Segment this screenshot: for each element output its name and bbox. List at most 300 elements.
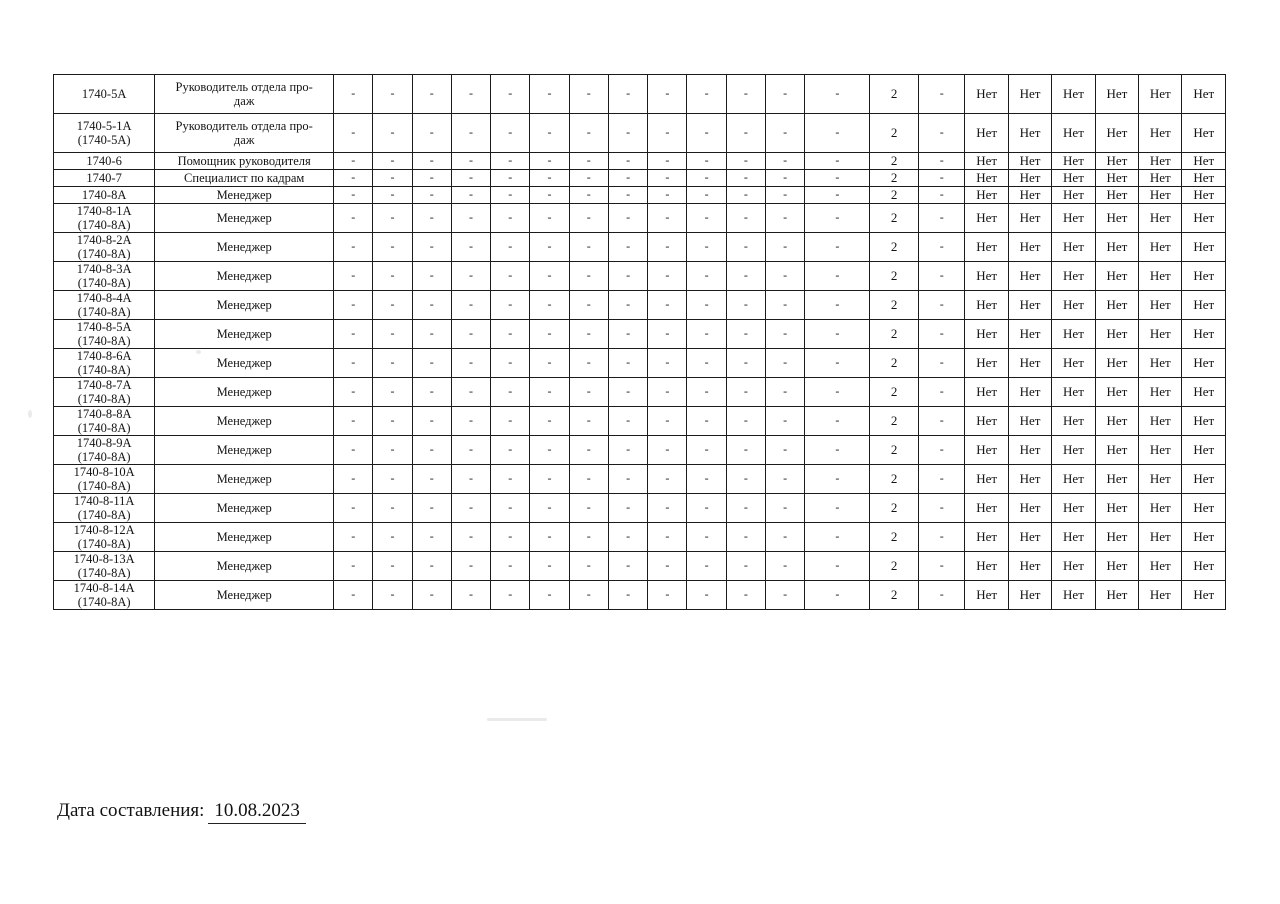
cell-position-code xyxy=(54,153,155,170)
cell-net-flag: Нет xyxy=(1052,378,1095,407)
cell-empty-dash: - xyxy=(918,407,965,436)
cell-net-flag: Нет xyxy=(1095,187,1138,204)
position-title-line1: Менеджер xyxy=(216,414,272,428)
cell-empty-dash: - xyxy=(608,436,647,465)
cell-empty-dash: - xyxy=(648,349,687,378)
cell-empty-dash: - xyxy=(451,114,490,153)
cell-empty-dash: - xyxy=(608,581,647,610)
position-title-line1: Менеджер xyxy=(216,472,272,486)
table-row xyxy=(54,494,1226,523)
cell-position-code xyxy=(54,204,155,233)
cell-net-flag: Нет xyxy=(1182,552,1226,581)
cell-empty-dash: - xyxy=(569,436,608,465)
cell-empty-dash: - xyxy=(334,233,373,262)
cell-net-flag: Нет xyxy=(1008,204,1051,233)
position-title-line1: Руководитель отдела про- xyxy=(175,80,313,94)
cell-empty-dash: - xyxy=(451,494,490,523)
cell-empty-dash: - xyxy=(491,233,530,262)
cell-empty-dash: - xyxy=(608,114,647,153)
cell-net-flag: Нет xyxy=(1139,233,1182,262)
cell-net-flag: Нет xyxy=(965,153,1008,170)
cell-empty-dash: - xyxy=(918,581,965,610)
cell-net-flag: Нет xyxy=(1008,436,1051,465)
cell-empty-dash: - xyxy=(726,494,765,523)
cell-net-flag: Нет xyxy=(965,114,1008,153)
cell-empty-dash: - xyxy=(918,494,965,523)
cell-empty-dash: - xyxy=(451,320,490,349)
position-code-primary: 1740-8-7А xyxy=(76,378,132,392)
cell-empty-dash: - xyxy=(373,170,412,187)
cell-empty-dash: - xyxy=(608,75,647,114)
cell-empty-dash: - xyxy=(726,170,765,187)
cell-empty-dash: - xyxy=(334,75,373,114)
cell-empty-dash: - xyxy=(530,114,569,153)
cell-net-flag: Нет xyxy=(1052,233,1095,262)
table-row xyxy=(54,187,1226,204)
cell-unit-count: 2 xyxy=(870,378,919,407)
cell-net-flag: Нет xyxy=(1182,187,1226,204)
cell-empty-dash: - xyxy=(608,170,647,187)
cell-empty-dash: - xyxy=(648,153,687,170)
cell-empty-dash: - xyxy=(412,581,451,610)
cell-net-flag: Нет xyxy=(965,436,1008,465)
cell-net-flag: Нет xyxy=(1139,320,1182,349)
cell-net-flag: Нет xyxy=(1095,170,1138,187)
cell-position-code xyxy=(54,436,155,465)
cell-empty-dash: - xyxy=(569,114,608,153)
position-title-line2: даж xyxy=(233,94,255,108)
cell-net-flag: Нет xyxy=(1095,75,1138,114)
cell-empty-dash: - xyxy=(805,153,870,170)
position-code-parent: (1740-8А) xyxy=(77,392,131,406)
cell-empty-dash: - xyxy=(491,114,530,153)
cell-net-flag: Нет xyxy=(1139,494,1182,523)
cell-empty-dash: - xyxy=(918,465,965,494)
position-title-line1: Менеджер xyxy=(216,385,272,399)
cell-empty-dash: - xyxy=(412,114,451,153)
position-title-line1: Менеджер xyxy=(216,501,272,515)
cell-empty-dash: - xyxy=(608,233,647,262)
cell-empty-dash: - xyxy=(530,552,569,581)
table-row xyxy=(54,552,1226,581)
cell-empty-dash: - xyxy=(569,465,608,494)
cell-net-flag: Нет xyxy=(1095,552,1138,581)
cell-empty-dash: - xyxy=(412,320,451,349)
footer-compilation-date xyxy=(57,800,306,824)
cell-empty-dash: - xyxy=(726,349,765,378)
cell-net-flag: Нет xyxy=(1139,153,1182,170)
position-code-primary: 1740-8А xyxy=(81,188,127,202)
cell-position-code xyxy=(54,320,155,349)
cell-empty-dash: - xyxy=(805,581,870,610)
cell-net-flag: Нет xyxy=(965,187,1008,204)
cell-empty-dash: - xyxy=(451,349,490,378)
cell-empty-dash: - xyxy=(491,187,530,204)
cell-empty-dash: - xyxy=(687,153,726,170)
cell-net-flag: Нет xyxy=(965,204,1008,233)
position-code-parent: (1740-5А) xyxy=(77,133,131,147)
cell-position-title xyxy=(155,320,334,349)
cell-empty-dash: - xyxy=(726,262,765,291)
cell-net-flag: Нет xyxy=(1139,465,1182,494)
cell-net-flag: Нет xyxy=(1139,262,1182,291)
cell-empty-dash: - xyxy=(726,233,765,262)
cell-empty-dash: - xyxy=(334,262,373,291)
cell-empty-dash: - xyxy=(530,465,569,494)
cell-position-title xyxy=(155,581,334,610)
cell-empty-dash: - xyxy=(373,187,412,204)
cell-net-flag: Нет xyxy=(1182,75,1226,114)
cell-net-flag: Нет xyxy=(1052,75,1095,114)
cell-net-flag: Нет xyxy=(1052,291,1095,320)
cell-empty-dash: - xyxy=(412,436,451,465)
cell-empty-dash: - xyxy=(766,320,805,349)
cell-unit-count: 2 xyxy=(870,153,919,170)
cell-empty-dash: - xyxy=(648,494,687,523)
cell-position-code xyxy=(54,349,155,378)
cell-empty-dash: - xyxy=(530,407,569,436)
position-code-primary: 1740-8-14А xyxy=(73,581,135,595)
cell-empty-dash: - xyxy=(805,204,870,233)
cell-empty-dash: - xyxy=(918,233,965,262)
cell-empty-dash: - xyxy=(451,233,490,262)
cell-empty-dash: - xyxy=(491,581,530,610)
cell-empty-dash: - xyxy=(530,204,569,233)
cell-empty-dash: - xyxy=(726,407,765,436)
cell-net-flag: Нет xyxy=(1182,523,1226,552)
cell-empty-dash: - xyxy=(766,204,805,233)
cell-net-flag: Нет xyxy=(1008,465,1051,494)
cell-net-flag: Нет xyxy=(1008,581,1051,610)
cell-empty-dash: - xyxy=(412,262,451,291)
cell-empty-dash: - xyxy=(687,320,726,349)
cell-empty-dash: - xyxy=(373,523,412,552)
cell-net-flag: Нет xyxy=(1182,291,1226,320)
cell-position-title xyxy=(155,465,334,494)
cell-empty-dash: - xyxy=(373,262,412,291)
cell-empty-dash: - xyxy=(918,204,965,233)
cell-empty-dash: - xyxy=(451,170,490,187)
cell-empty-dash: - xyxy=(648,581,687,610)
cell-empty-dash: - xyxy=(766,407,805,436)
cell-position-code xyxy=(54,407,155,436)
cell-empty-dash: - xyxy=(648,436,687,465)
cell-empty-dash: - xyxy=(608,349,647,378)
cell-net-flag: Нет xyxy=(1182,204,1226,233)
cell-net-flag: Нет xyxy=(1182,262,1226,291)
cell-empty-dash: - xyxy=(530,523,569,552)
cell-net-flag: Нет xyxy=(1139,291,1182,320)
cell-empty-dash: - xyxy=(918,114,965,153)
position-code-parent: (1740-8А) xyxy=(77,595,131,609)
cell-empty-dash: - xyxy=(569,349,608,378)
cell-empty-dash: - xyxy=(766,187,805,204)
cell-empty-dash: - xyxy=(766,170,805,187)
table-row xyxy=(54,233,1226,262)
cell-net-flag: Нет xyxy=(1095,465,1138,494)
position-code-primary: 1740-5-1А xyxy=(76,119,132,133)
cell-empty-dash: - xyxy=(569,407,608,436)
cell-empty-dash: - xyxy=(648,204,687,233)
cell-net-flag: Нет xyxy=(1139,407,1182,436)
cell-empty-dash: - xyxy=(648,523,687,552)
cell-empty-dash: - xyxy=(687,581,726,610)
cell-unit-count: 2 xyxy=(870,407,919,436)
cell-empty-dash: - xyxy=(373,465,412,494)
cell-empty-dash: - xyxy=(373,114,412,153)
cell-position-code xyxy=(54,291,155,320)
cell-empty-dash: - xyxy=(648,262,687,291)
position-code-parent: (1740-8А) xyxy=(77,276,131,290)
cell-net-flag: Нет xyxy=(1139,581,1182,610)
cell-empty-dash: - xyxy=(569,233,608,262)
cell-empty-dash: - xyxy=(569,581,608,610)
cell-empty-dash: - xyxy=(766,523,805,552)
cell-empty-dash: - xyxy=(569,291,608,320)
cell-net-flag: Нет xyxy=(965,378,1008,407)
cell-empty-dash: - xyxy=(805,465,870,494)
cell-net-flag: Нет xyxy=(1052,204,1095,233)
cell-empty-dash: - xyxy=(451,465,490,494)
cell-empty-dash: - xyxy=(530,291,569,320)
cell-empty-dash: - xyxy=(412,75,451,114)
cell-empty-dash: - xyxy=(491,552,530,581)
cell-empty-dash: - xyxy=(805,233,870,262)
cell-empty-dash: - xyxy=(334,114,373,153)
cell-empty-dash: - xyxy=(412,204,451,233)
cell-position-title xyxy=(155,523,334,552)
footer-date-value: 10.08.2023 xyxy=(208,800,306,824)
cell-empty-dash: - xyxy=(608,523,647,552)
cell-net-flag: Нет xyxy=(1052,320,1095,349)
cell-net-flag: Нет xyxy=(1095,262,1138,291)
position-code-primary: 1740-8-8А xyxy=(76,407,132,421)
cell-position-code xyxy=(54,494,155,523)
cell-position-code xyxy=(54,465,155,494)
cell-empty-dash: - xyxy=(334,436,373,465)
cell-empty-dash: - xyxy=(569,494,608,523)
cell-net-flag: Нет xyxy=(1139,436,1182,465)
cell-empty-dash: - xyxy=(491,465,530,494)
table-row xyxy=(54,204,1226,233)
cell-net-flag: Нет xyxy=(965,170,1008,187)
cell-empty-dash: - xyxy=(726,75,765,114)
cell-empty-dash: - xyxy=(334,465,373,494)
cell-empty-dash: - xyxy=(805,349,870,378)
position-code-parent: (1740-8А) xyxy=(77,479,131,493)
cell-empty-dash: - xyxy=(569,320,608,349)
table-row xyxy=(54,523,1226,552)
cell-empty-dash: - xyxy=(334,523,373,552)
cell-net-flag: Нет xyxy=(1139,523,1182,552)
cell-empty-dash: - xyxy=(726,187,765,204)
cell-net-flag: Нет xyxy=(1052,170,1095,187)
cell-empty-dash: - xyxy=(451,436,490,465)
cell-net-flag: Нет xyxy=(965,291,1008,320)
position-code-parent: (1740-8А) xyxy=(77,247,131,261)
position-code-parent: (1740-8А) xyxy=(77,566,131,580)
cell-net-flag: Нет xyxy=(1139,170,1182,187)
position-title-line1: Менеджер xyxy=(216,298,272,312)
cell-empty-dash: - xyxy=(491,320,530,349)
cell-empty-dash: - xyxy=(491,262,530,291)
cell-empty-dash: - xyxy=(918,378,965,407)
cell-empty-dash: - xyxy=(373,407,412,436)
cell-empty-dash: - xyxy=(491,407,530,436)
cell-empty-dash: - xyxy=(412,465,451,494)
cell-net-flag: Нет xyxy=(1052,262,1095,291)
table-row xyxy=(54,320,1226,349)
position-code-primary: 1740-8-1А xyxy=(76,204,132,218)
position-code-primary: 1740-8-5А xyxy=(76,320,132,334)
position-code-primary: 1740-8-11А xyxy=(73,494,135,508)
cell-empty-dash: - xyxy=(766,349,805,378)
cell-net-flag: Нет xyxy=(1182,320,1226,349)
cell-net-flag: Нет xyxy=(1095,204,1138,233)
position-code-primary: 1740-8-13А xyxy=(73,552,135,566)
cell-empty-dash: - xyxy=(412,407,451,436)
cell-position-title xyxy=(155,494,334,523)
cell-empty-dash: - xyxy=(805,407,870,436)
position-title-line1: Менеджер xyxy=(216,211,272,225)
cell-empty-dash: - xyxy=(373,75,412,114)
cell-empty-dash: - xyxy=(687,291,726,320)
cell-empty-dash: - xyxy=(491,170,530,187)
cell-empty-dash: - xyxy=(726,581,765,610)
cell-position-title xyxy=(155,75,334,114)
table-row xyxy=(54,436,1226,465)
cell-empty-dash: - xyxy=(373,552,412,581)
cell-empty-dash: - xyxy=(530,75,569,114)
cell-empty-dash: - xyxy=(530,436,569,465)
cell-position-code xyxy=(54,170,155,187)
cell-empty-dash: - xyxy=(726,153,765,170)
cell-empty-dash: - xyxy=(451,75,490,114)
position-title-line2: даж xyxy=(233,133,255,147)
position-code-parent: (1740-8А) xyxy=(77,537,131,551)
cell-position-code xyxy=(54,523,155,552)
cell-empty-dash: - xyxy=(805,552,870,581)
cell-net-flag: Нет xyxy=(1095,407,1138,436)
cell-empty-dash: - xyxy=(569,378,608,407)
cell-position-title xyxy=(155,204,334,233)
cell-position-title xyxy=(155,114,334,153)
cell-empty-dash: - xyxy=(569,170,608,187)
cell-empty-dash: - xyxy=(805,320,870,349)
cell-empty-dash: - xyxy=(569,262,608,291)
position-title-line1: Менеджер xyxy=(216,530,272,544)
cell-empty-dash: - xyxy=(687,114,726,153)
cell-net-flag: Нет xyxy=(1095,153,1138,170)
cell-net-flag: Нет xyxy=(1008,378,1051,407)
cell-empty-dash: - xyxy=(766,552,805,581)
position-title-line1: Руководитель отдела про- xyxy=(175,119,313,133)
cell-empty-dash: - xyxy=(726,320,765,349)
cell-empty-dash: - xyxy=(687,233,726,262)
cell-net-flag: Нет xyxy=(1008,153,1051,170)
cell-empty-dash: - xyxy=(608,153,647,170)
cell-empty-dash: - xyxy=(805,291,870,320)
cell-net-flag: Нет xyxy=(1182,153,1226,170)
scan-speck xyxy=(28,410,32,418)
position-code-parent: (1740-8А) xyxy=(77,508,131,522)
cell-net-flag: Нет xyxy=(965,262,1008,291)
cell-unit-count: 2 xyxy=(870,523,919,552)
cell-net-flag: Нет xyxy=(1095,349,1138,378)
cell-empty-dash: - xyxy=(918,523,965,552)
cell-net-flag: Нет xyxy=(965,465,1008,494)
cell-net-flag: Нет xyxy=(1182,407,1226,436)
cell-unit-count: 2 xyxy=(870,233,919,262)
cell-unit-count: 2 xyxy=(870,187,919,204)
table-row xyxy=(54,349,1226,378)
cell-empty-dash: - xyxy=(491,153,530,170)
cell-empty-dash: - xyxy=(726,291,765,320)
cell-empty-dash: - xyxy=(608,407,647,436)
cell-empty-dash: - xyxy=(373,378,412,407)
scan-speck xyxy=(487,718,547,721)
cell-net-flag: Нет xyxy=(1008,187,1051,204)
cell-empty-dash: - xyxy=(766,494,805,523)
cell-empty-dash: - xyxy=(491,349,530,378)
cell-unit-count: 2 xyxy=(870,581,919,610)
cell-empty-dash: - xyxy=(648,552,687,581)
cell-empty-dash: - xyxy=(530,320,569,349)
table-body xyxy=(54,75,1226,610)
cell-empty-dash: - xyxy=(687,407,726,436)
cell-empty-dash: - xyxy=(608,552,647,581)
table-row xyxy=(54,75,1226,114)
cell-empty-dash: - xyxy=(334,204,373,233)
position-title-line1: Менеджер xyxy=(216,443,272,457)
cell-net-flag: Нет xyxy=(1052,153,1095,170)
cell-empty-dash: - xyxy=(491,378,530,407)
cell-unit-count: 2 xyxy=(870,114,919,153)
cell-net-flag: Нет xyxy=(1095,233,1138,262)
cell-empty-dash: - xyxy=(491,436,530,465)
cell-empty-dash: - xyxy=(726,204,765,233)
position-title-line1: Менеджер xyxy=(216,327,272,341)
cell-empty-dash: - xyxy=(805,436,870,465)
cell-empty-dash: - xyxy=(766,465,805,494)
cell-empty-dash: - xyxy=(726,436,765,465)
position-code-primary: 1740-5А xyxy=(81,87,127,101)
cell-empty-dash: - xyxy=(530,494,569,523)
cell-position-title xyxy=(155,436,334,465)
position-code-primary: 1740-8-9А xyxy=(76,436,132,450)
cell-empty-dash: - xyxy=(805,187,870,204)
cell-net-flag: Нет xyxy=(1139,187,1182,204)
cell-empty-dash: - xyxy=(334,552,373,581)
cell-net-flag: Нет xyxy=(965,581,1008,610)
cell-empty-dash: - xyxy=(451,291,490,320)
cell-net-flag: Нет xyxy=(1052,187,1095,204)
position-title-line1: Менеджер xyxy=(216,588,272,602)
position-code-parent: (1740-8А) xyxy=(77,218,131,232)
cell-empty-dash: - xyxy=(608,262,647,291)
cell-unit-count: 2 xyxy=(870,349,919,378)
cell-net-flag: Нет xyxy=(1139,114,1182,153)
cell-empty-dash: - xyxy=(334,494,373,523)
cell-empty-dash: - xyxy=(373,494,412,523)
cell-empty-dash: - xyxy=(373,349,412,378)
cell-net-flag: Нет xyxy=(1182,581,1226,610)
cell-empty-dash: - xyxy=(687,523,726,552)
cell-net-flag: Нет xyxy=(1182,378,1226,407)
cell-position-title xyxy=(155,233,334,262)
cell-net-flag: Нет xyxy=(1008,291,1051,320)
cell-empty-dash: - xyxy=(412,552,451,581)
